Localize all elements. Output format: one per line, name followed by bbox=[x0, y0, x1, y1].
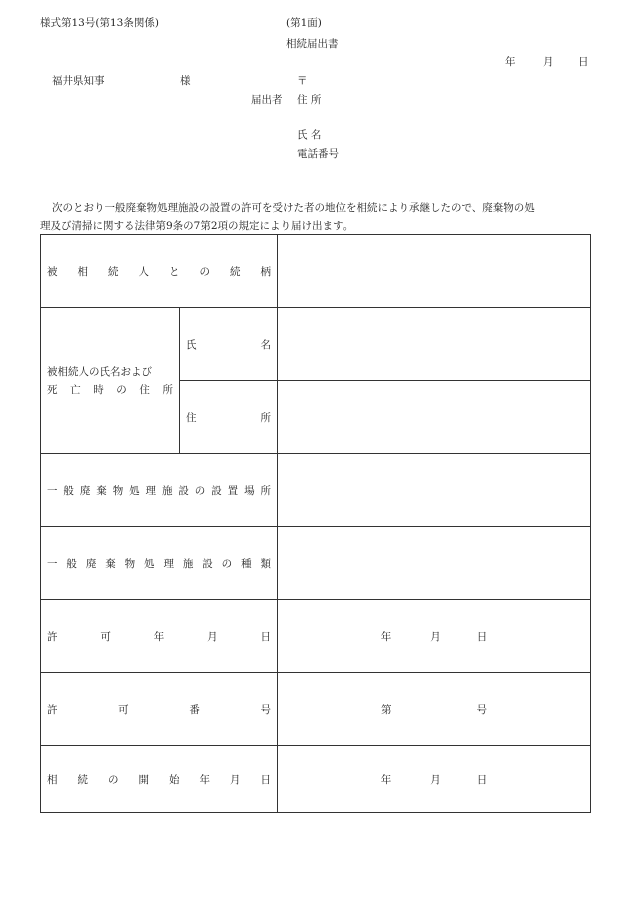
label-char: 廃 bbox=[79, 484, 91, 497]
label-char: の bbox=[116, 383, 127, 396]
permit-date-label bbox=[41, 600, 278, 673]
addressee: 福井県知事 bbox=[52, 75, 105, 87]
number-prefix: 第 bbox=[381, 703, 392, 716]
label-char: 被 bbox=[47, 265, 58, 278]
row-facility-location bbox=[41, 454, 591, 527]
date-day-label: 日 bbox=[578, 56, 589, 68]
postal-mark: 〒 bbox=[297, 75, 308, 87]
label-char: 可 bbox=[118, 703, 129, 716]
label-char: 続 bbox=[108, 265, 119, 278]
relationship-label bbox=[41, 235, 278, 308]
label-char: 日 bbox=[260, 630, 271, 643]
day-unit: 日 bbox=[476, 630, 488, 643]
label-char: 始 bbox=[169, 773, 180, 786]
number-units bbox=[278, 702, 590, 717]
month-unit: 月 bbox=[430, 773, 441, 786]
label-char: 号 bbox=[260, 703, 271, 716]
row-relationship bbox=[41, 235, 591, 308]
label-char: 類 bbox=[260, 557, 271, 570]
label-char: 年 bbox=[199, 773, 210, 786]
number-suffix: 号 bbox=[476, 703, 487, 716]
deceased-name-value[interactable] bbox=[278, 308, 591, 381]
honorific: 様 bbox=[180, 75, 191, 87]
label-char: 棄 bbox=[96, 484, 107, 497]
label-char: の bbox=[108, 773, 119, 786]
label-char: 住 bbox=[186, 411, 197, 424]
label-char: 死 bbox=[47, 383, 58, 396]
month-unit: 月 bbox=[430, 630, 441, 643]
label-char: の bbox=[221, 557, 233, 570]
label-char: 氏 bbox=[186, 338, 197, 351]
label-char: 続 bbox=[230, 265, 241, 278]
page-label: (第1面) bbox=[286, 17, 322, 29]
row-deceased-name bbox=[41, 308, 591, 381]
label-char: 柄 bbox=[260, 265, 271, 278]
form-id: 様式第13号(第13条関係) bbox=[40, 17, 159, 29]
label-char: 相 bbox=[77, 265, 88, 278]
label-char: 可 bbox=[100, 630, 111, 643]
applicant-phone-label: 電話番号 bbox=[297, 148, 339, 160]
permit-number-label bbox=[41, 673, 278, 746]
page-title: 相続届出書 bbox=[286, 38, 339, 50]
deceased-address-value[interactable] bbox=[278, 381, 591, 454]
row-permit-number bbox=[41, 673, 591, 746]
label-char: 年 bbox=[153, 630, 165, 643]
label-char: と bbox=[169, 265, 180, 278]
facility-type-value[interactable] bbox=[278, 527, 591, 600]
label-char: 設 bbox=[211, 484, 222, 497]
deceased-label bbox=[41, 308, 180, 454]
label-char: の bbox=[194, 484, 206, 497]
label-char: 理 bbox=[145, 484, 157, 497]
applicant-label: 届出者 bbox=[251, 94, 283, 106]
label-char: 処 bbox=[129, 484, 140, 497]
year-unit: 年 bbox=[380, 630, 392, 643]
label-char: 月 bbox=[230, 773, 241, 786]
label-char: 場 bbox=[244, 484, 255, 497]
notification-table bbox=[40, 234, 591, 813]
statement-line-1: 次のとおり一般廃棄物処理施設の設置の許可を受けた者の地位を相続により承継したので、廃棄物の処 bbox=[52, 202, 535, 214]
permit-number-value[interactable] bbox=[278, 673, 591, 746]
relationship-value[interactable] bbox=[278, 235, 591, 308]
statement-line-2: 理及び清掃に関する法律第9条の7第2項の規定により届け出ます。 bbox=[40, 220, 354, 232]
label-char: 住 bbox=[139, 383, 150, 396]
day-unit: 日 bbox=[476, 773, 488, 786]
label-char: 種 bbox=[241, 557, 252, 570]
deceased-label-line-1: 被相続人の氏名および bbox=[47, 365, 152, 378]
label-char: 許 bbox=[47, 703, 58, 716]
label-char: 処 bbox=[144, 557, 155, 570]
permit-date-value[interactable] bbox=[278, 600, 591, 673]
date-units bbox=[278, 772, 590, 787]
label-char: 亡 bbox=[70, 383, 81, 396]
label-char: 設 bbox=[178, 484, 189, 497]
date-units bbox=[278, 629, 590, 644]
label-char: 廃 bbox=[85, 557, 97, 570]
label-char: 施 bbox=[161, 484, 173, 497]
label-char: 所 bbox=[260, 484, 271, 497]
inheritance-start-label bbox=[41, 746, 278, 813]
address-sub-label bbox=[180, 381, 278, 454]
date-month-label: 月 bbox=[543, 56, 554, 68]
facility-type-label bbox=[41, 527, 278, 600]
label-char: 置 bbox=[227, 484, 239, 497]
label-char: 許 bbox=[47, 630, 58, 643]
date-year-label: 年 bbox=[505, 56, 516, 68]
label-char: 物 bbox=[124, 557, 136, 570]
label-char: 棄 bbox=[105, 557, 116, 570]
label-char: 所 bbox=[260, 411, 271, 424]
label-char: 名 bbox=[260, 338, 271, 351]
facility-location-label bbox=[41, 454, 278, 527]
label-char: 設 bbox=[202, 557, 213, 570]
label-char: 番 bbox=[189, 703, 200, 716]
label-char: 一 bbox=[47, 557, 58, 570]
label-char: 所 bbox=[162, 383, 173, 396]
label-char: 物 bbox=[112, 484, 124, 497]
label-char: 日 bbox=[260, 773, 271, 786]
label-char: の bbox=[199, 265, 210, 278]
label-char: 相 bbox=[47, 773, 58, 786]
facility-location-value[interactable] bbox=[278, 454, 591, 527]
year-unit: 年 bbox=[380, 773, 392, 786]
inheritance-start-value[interactable] bbox=[278, 746, 591, 813]
row-permit-date bbox=[41, 600, 591, 673]
name-sub-label bbox=[180, 308, 278, 381]
label-char: 人 bbox=[138, 265, 149, 278]
applicant-address-label: 住 所 bbox=[297, 94, 322, 106]
label-char: 一 bbox=[47, 484, 58, 497]
applicant-name-label: 氏 名 bbox=[297, 129, 322, 141]
label-char: 般 bbox=[66, 557, 77, 570]
label-char: 施 bbox=[182, 557, 194, 570]
label-char: 時 bbox=[93, 383, 104, 396]
row-inheritance-start bbox=[41, 746, 591, 813]
label-char: 開 bbox=[138, 773, 149, 786]
label-char: 月 bbox=[207, 630, 218, 643]
label-char: 理 bbox=[163, 557, 174, 570]
label-char: 続 bbox=[77, 773, 88, 786]
deceased-label-line-2 bbox=[47, 381, 173, 399]
label-char: 般 bbox=[63, 484, 74, 497]
row-facility-type bbox=[41, 527, 591, 600]
